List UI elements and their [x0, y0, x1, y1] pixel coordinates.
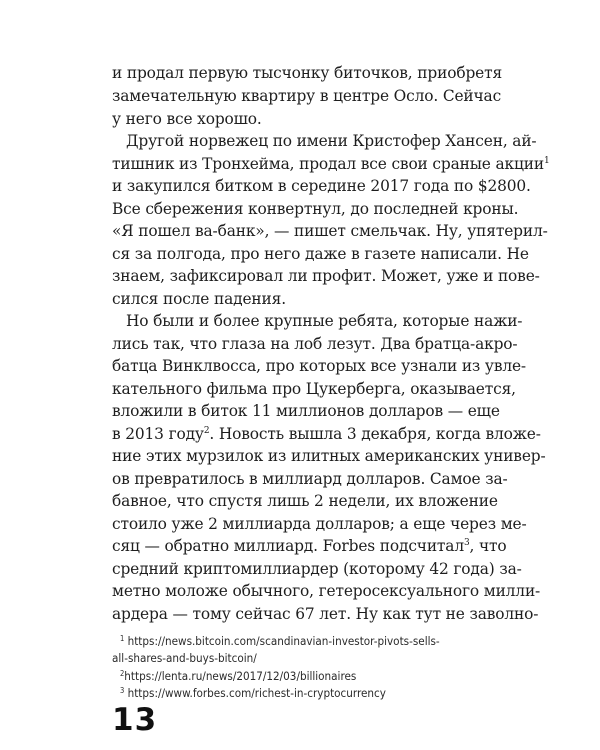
- text-line: [112, 424, 541, 444]
- text-line: средний криптомиллиардер (которому 42 года) за-: [112, 560, 522, 578]
- text-line: и закупился битком в середине 2017 года по $2800.: [112, 177, 531, 195]
- text-line: знаем, зафиксировал ли профит. Может, уже и пове-: [112, 267, 540, 285]
- text-line: ов превратилось в миллиард долларов. Самое за-: [112, 470, 508, 488]
- text-line: [112, 536, 507, 556]
- text-line: «Я пошел ва-банк», — пишет смельчак. Ну, упятерил-: [112, 222, 548, 240]
- text-line: и продал первую тысчонку биточков, приобретя: [112, 64, 503, 82]
- text-line: сился после падения.: [112, 290, 286, 308]
- text-line: батца Винклвосса, про которых все узнали из увле-: [112, 357, 526, 375]
- text-line: Но были и более крупные ребята, которые нажи-: [126, 312, 523, 330]
- text-line: [112, 154, 550, 174]
- text-line: вложили в биток 11 миллионов долларов — еще: [112, 402, 500, 420]
- text-run: . Новость вышла 3 декабря, когда вложе-: [209, 425, 541, 443]
- footnote: [120, 668, 490, 685]
- text-line: метно моложе обычного, гетеросексуального милли-: [112, 582, 541, 600]
- footnote-link[interactable]: https://news.bitcoin.com/scandinavian-investor-pivots-sells-: [127, 634, 440, 648]
- text-run: тишник из Тронхейма, продал все свои сраные акции: [112, 155, 544, 173]
- text-run: сяц — обратно миллиард. Forbes подсчитал: [112, 537, 464, 555]
- footnote-link[interactable]: https://lenta.ru/news/2017/12/03/billionaires: [124, 669, 357, 683]
- text-line: бавное, что спустя лишь 2 недели, их вложение: [112, 492, 498, 510]
- footnote-link[interactable]: all-shares-and-buys-bitcoin/: [112, 651, 257, 665]
- text-line: ардера — тому сейчас 67 лет. Ну как тут не заволно-: [112, 605, 539, 623]
- footnote-mark: 1: [120, 634, 125, 643]
- footnote-ref: 3: [463, 538, 470, 548]
- footnote: [120, 685, 490, 702]
- text-run: , что: [469, 537, 507, 555]
- text-line: Другой норвежец по имени Кристофер Хансен, ай-: [126, 132, 537, 150]
- footnote-link[interactable]: https://www.forbes.com/richest-in-cryptocurrency: [127, 686, 386, 700]
- text-line: у него все хорошо.: [112, 110, 262, 128]
- footnote-mark: 3: [120, 686, 125, 695]
- text-line: ние этих мурзилок из илитных американских универ-: [112, 447, 546, 465]
- footnote-mark: 2: [120, 669, 125, 678]
- footnote: [120, 633, 490, 650]
- page-number: 13: [112, 702, 158, 738]
- footnote-continuation: [112, 650, 482, 667]
- text-line: Все сбережения конвертнул, до последней кроны.: [112, 200, 519, 218]
- text-line: замечательную квартиру в центре Осло. Сейчас: [112, 87, 502, 105]
- footnote-ref: 2: [203, 426, 210, 436]
- text-line: лись так, что глаза на лоб лезут. Два братца-акро-: [112, 335, 518, 353]
- text-line: стоило уже 2 миллиарда долларов; а еще через ме-: [112, 515, 527, 533]
- text-line: ся за полгода, про него даже в газете написали. Не: [112, 245, 529, 263]
- text-run: в 2013 году: [112, 425, 204, 443]
- footnote-ref: 1: [543, 156, 550, 166]
- text-line: кательного фильма про Цукерберга, оказывается,: [112, 380, 516, 398]
